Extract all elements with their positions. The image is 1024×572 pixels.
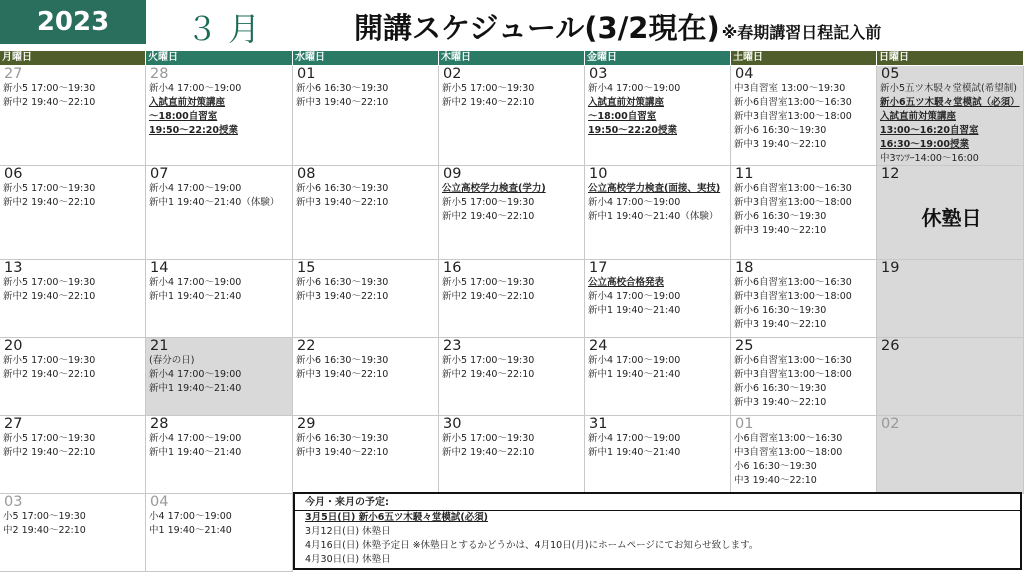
schedule-entry: 16:30～19:00授業 [880, 139, 969, 150]
schedule-entry: 19:50～22:20授業 [149, 125, 238, 136]
schedule-entry: 入試直前対策講座 [149, 97, 226, 108]
day-cell [585, 338, 731, 416]
schedule-entry: 新小6 16:30～19:30 [734, 305, 827, 316]
schedule-entry: 新小5 17:00～19:30 [3, 355, 96, 366]
day-number: 04 [150, 494, 169, 510]
day-number: 20 [4, 338, 23, 354]
day-number: 06 [4, 166, 23, 182]
notes-item: 3月5日(日) 新小6五ツ木駸々堂模試(必須) [305, 512, 489, 523]
day-number: 16 [443, 260, 462, 276]
schedule-entry: 新中1 19:40～21:40 [588, 369, 681, 380]
schedule-entry: 新中3 19:40～22:10 [296, 369, 389, 380]
day-cell [146, 416, 293, 494]
schedule-entry: 新小6自習室13:00～16:30 [734, 183, 852, 194]
schedule-entry: 新中3 19:40～22:10 [734, 139, 827, 150]
day-number: 30 [443, 416, 462, 432]
day-cell [146, 338, 293, 416]
schedule-entry: 新中2 19:40～22:10 [3, 291, 96, 302]
schedule-entry: 公立高校学力検査(学力) [442, 183, 546, 194]
schedule-entry: 新小4 17:00～19:00 [149, 277, 242, 288]
schedule-entry: 小6 16:30～19:30 [734, 461, 817, 472]
day-number: 26 [881, 338, 900, 354]
day-cell [877, 260, 1024, 338]
day-number: 24 [589, 338, 608, 354]
schedule-entry: 入試直前対策講座 [880, 111, 957, 122]
schedule-entry: 新小6 16:30～19:30 [296, 433, 389, 444]
day-number: 23 [443, 338, 462, 354]
day-cell [0, 166, 146, 260]
day-number: 01 [297, 66, 316, 82]
schedule-entry: 新小5 17:00～19:30 [442, 83, 535, 94]
schedule-entry: 新小6五ツ木駸々堂模試（必須） [880, 97, 1020, 108]
schedule-entry: 公立高校学力検査(面接、実技) [588, 183, 721, 194]
day-number: 09 [443, 166, 462, 182]
day-cell [877, 416, 1024, 494]
schedule-entry: 小4 17:00～19:00 [149, 511, 232, 522]
schedule-entry: 中3ﾏﾝﾂｰ14:00～16:00 [880, 153, 979, 164]
day-cell [0, 338, 146, 416]
day-number: 08 [297, 166, 316, 182]
schedule-entry: 中1 19:40～21:40 [149, 525, 232, 536]
schedule-entry: 新中3 19:40～22:10 [296, 197, 389, 208]
schedule-entry: 13:00～16:20自習室 [880, 125, 979, 136]
day-number: 25 [735, 338, 754, 354]
schedule-entry: 新小5 17:00～19:30 [3, 183, 96, 194]
day-number: 15 [297, 260, 316, 276]
schedule-entry: 新中3 19:40～22:10 [734, 397, 827, 408]
day-cell [439, 66, 585, 166]
day-cell [293, 66, 439, 166]
schedule-entry: 新小5五ツ木駸々堂模試(希望制) [880, 83, 1017, 94]
day-number: 18 [735, 260, 754, 276]
schedule-entry: 新中3自習室13:00～18:00 [734, 369, 852, 380]
weekday-header: 土曜日 [731, 51, 876, 65]
schedule-entry: 新小5 17:00～19:30 [442, 355, 535, 366]
schedule-entry: 新小4 17:00～19:00 [588, 433, 681, 444]
schedule-entry: 新小4 17:00～19:00 [149, 83, 242, 94]
schedule-entry: 新小5 17:00～19:30 [3, 83, 96, 94]
day-cell [439, 416, 585, 494]
day-cell [731, 338, 877, 416]
schedule-entry: 新中2 19:40～22:10 [442, 97, 535, 108]
day-number: 28 [150, 66, 169, 82]
schedule-entry: 小6自習室13:00～16:30 [734, 433, 843, 444]
schedule-entry: 中3自習室 13:00～19:30 [734, 83, 846, 94]
schedule-entry: 新小5 17:00～19:30 [442, 197, 535, 208]
schedule-entry: 新小4 17:00～19:00 [588, 291, 681, 302]
day-number: 14 [150, 260, 169, 276]
schedule-entry: 新中2 19:40～22:10 [442, 447, 535, 458]
day-cell [585, 166, 731, 260]
title-note: ※春期講習日程記入前 [721, 23, 882, 42]
month-label: ３ 月 [186, 10, 261, 48]
day-number: 31 [589, 416, 608, 432]
day-number: 02 [443, 66, 462, 82]
day-number: 01 [735, 416, 754, 432]
day-number: 29 [297, 416, 316, 432]
day-number: 03 [589, 66, 608, 82]
schedule-entry: 新小6 16:30～19:30 [296, 277, 389, 288]
day-cell [731, 260, 877, 338]
day-number: 22 [297, 338, 316, 354]
schedule-entry: 新小6 16:30～19:30 [296, 183, 389, 194]
day-cell [146, 494, 293, 572]
year-label: 2023 [0, 0, 146, 44]
schedule-entry: 新中2 19:40～22:10 [442, 369, 535, 380]
schedule-entry: 新中3自習室13:00～18:00 [734, 291, 852, 302]
day-number: 10 [589, 166, 608, 182]
day-number: 02 [881, 416, 900, 432]
schedule-entry: 新中1 19:40～21:40 [588, 305, 681, 316]
day-cell [146, 166, 293, 260]
notes-item: 4月16日(日) 休塾予定日 ※休塾日とするかどうかは、4月10日(月)にホームページにてお知らせ致します。 [305, 540, 759, 551]
notes-box [293, 492, 1022, 570]
schedule-entry: 新中3 19:40～22:10 [296, 447, 389, 458]
schedule-entry: 新小6 16:30～19:30 [296, 355, 389, 366]
schedule-entry: 新小6 16:30～19:30 [734, 125, 827, 136]
notes-item: 3月12日(日) 休塾日 [305, 526, 391, 537]
schedule-entry: 新小4 17:00～19:00 [149, 183, 242, 194]
schedule-entry: 新小5 17:00～19:30 [3, 277, 96, 288]
schedule-entry: 新小6自習室13:00～16:30 [734, 355, 852, 366]
schedule-entry: 新中2 19:40～22:10 [3, 97, 96, 108]
day-cell [293, 416, 439, 494]
weekday-header: 火曜日 [146, 51, 292, 65]
schedule-entry: 新中3自習室13:00～18:00 [734, 111, 852, 122]
schedule-entry: 中3 19:40～22:10 [734, 475, 817, 486]
schedule-entry: 新中2 19:40～22:10 [3, 447, 96, 458]
day-number: 28 [150, 416, 169, 432]
day-number: 19 [881, 260, 900, 276]
day-cell [877, 66, 1024, 166]
schedule-entry: 新中2 19:40～22:10 [3, 197, 96, 208]
day-cell [877, 166, 1024, 260]
day-number: 07 [150, 166, 169, 182]
day-cell [146, 260, 293, 338]
day-cell [0, 260, 146, 338]
day-number: 11 [735, 166, 754, 182]
schedule-entry: 新小5 17:00～19:30 [442, 433, 535, 444]
title-text: 開講スケジュール(3/2現在) [354, 11, 720, 45]
weekday-header: 日曜日 [877, 51, 1023, 65]
schedule-entry: 新小4 17:00～19:00 [149, 369, 242, 380]
notes-list [305, 511, 1020, 567]
schedule-entry: 新小4 17:00～19:00 [588, 83, 681, 94]
schedule-entry: 中2 19:40～22:10 [3, 525, 86, 536]
schedule-entry: 新中1 19:40～21:40 [149, 291, 242, 302]
schedule-entry: 中3自習室13:00～18:00 [734, 447, 843, 458]
schedule-entry: 新中3 19:40～22:10 [296, 291, 389, 302]
schedule-entry: 19:50～22:20授業 [588, 125, 677, 136]
schedule-entry: 新中1 19:40～21:40（体験） [588, 211, 719, 222]
day-cell [877, 338, 1024, 416]
day-cell [731, 66, 877, 166]
day-cell [293, 260, 439, 338]
day-cell [293, 338, 439, 416]
schedule-entry: 新小6自習室13:00～16:30 [734, 97, 852, 108]
schedule-entry: 新小4 17:00～19:00 [588, 197, 681, 208]
day-number: 21 [150, 338, 169, 354]
schedule-entry: ～18:00自習室 [149, 111, 218, 122]
weekday-header: 月曜日 [0, 51, 145, 65]
schedule-entry: 新中1 19:40～21:40 [149, 447, 242, 458]
schedule-entry: 新中1 19:40～21:40 [149, 383, 242, 394]
schedule-entry: ～18:00自習室 [588, 111, 657, 122]
schedule-entry: 新小6 16:30～19:30 [296, 83, 389, 94]
closed-day-label: 休塾日 [921, 206, 982, 230]
day-cell [731, 416, 877, 494]
day-number: 04 [735, 66, 754, 82]
day-number: 27 [4, 66, 23, 82]
day-cell [293, 166, 439, 260]
notes-title: 今月・来月の予定: [305, 497, 389, 508]
page-title [354, 6, 881, 47]
day-cell [439, 338, 585, 416]
day-cell [0, 66, 146, 166]
day-cell [0, 494, 146, 572]
day-cell [146, 66, 293, 166]
day-cell [439, 166, 585, 260]
schedule-entry: (春分の日) [149, 355, 195, 366]
weekday-header: 木曜日 [439, 51, 584, 65]
day-number: 27 [4, 416, 23, 432]
day-cell [585, 260, 731, 338]
day-number: 05 [881, 66, 900, 82]
schedule-entry: 新小6 16:30～19:30 [734, 383, 827, 394]
schedule-entry: 新中2 19:40～22:10 [442, 291, 535, 302]
schedule-entry: 入試直前対策講座 [588, 97, 665, 108]
schedule-entry: 新小6自習室13:00～16:30 [734, 277, 852, 288]
day-cell [731, 166, 877, 260]
schedule-entry: 新小5 17:00～19:30 [3, 433, 96, 444]
schedule-entry: 公立高校合格発表 [588, 277, 665, 288]
schedule-entry: 新中1 19:40～21:40 [588, 447, 681, 458]
schedule-entry: 新中2 19:40～22:10 [3, 369, 96, 380]
day-number: 12 [881, 166, 900, 182]
day-cell [439, 260, 585, 338]
schedule-entry: 新小4 17:00～19:00 [149, 433, 242, 444]
schedule-entry: 新小6 16:30～19:30 [734, 211, 827, 222]
schedule-entry: 新中3自習室13:00～18:00 [734, 197, 852, 208]
day-cell [585, 66, 731, 166]
schedule-entry: 新中1 19:40～21:40（体験） [149, 197, 280, 208]
day-cell [585, 416, 731, 494]
schedule-entry: 新中3 19:40～22:10 [734, 225, 827, 236]
weekday-header: 金曜日 [585, 51, 730, 65]
day-number: 13 [4, 260, 23, 276]
day-number: 17 [589, 260, 608, 276]
schedule-entry: 新中2 19:40～22:10 [442, 211, 535, 222]
schedule-entry: 新小4 17:00～19:00 [588, 355, 681, 366]
schedule-entry: 新小5 17:00～19:30 [442, 277, 535, 288]
schedule-entry: 小5 17:00～19:30 [3, 511, 86, 522]
day-cell [0, 416, 146, 494]
weekday-header: 水曜日 [293, 51, 438, 65]
day-number: 03 [4, 494, 23, 510]
notes-item: 4月30日(日) 休塾日 [305, 554, 391, 565]
schedule-entry: 新中3 19:40～22:10 [734, 319, 827, 330]
schedule-entry: 新中3 19:40～22:10 [296, 97, 389, 108]
